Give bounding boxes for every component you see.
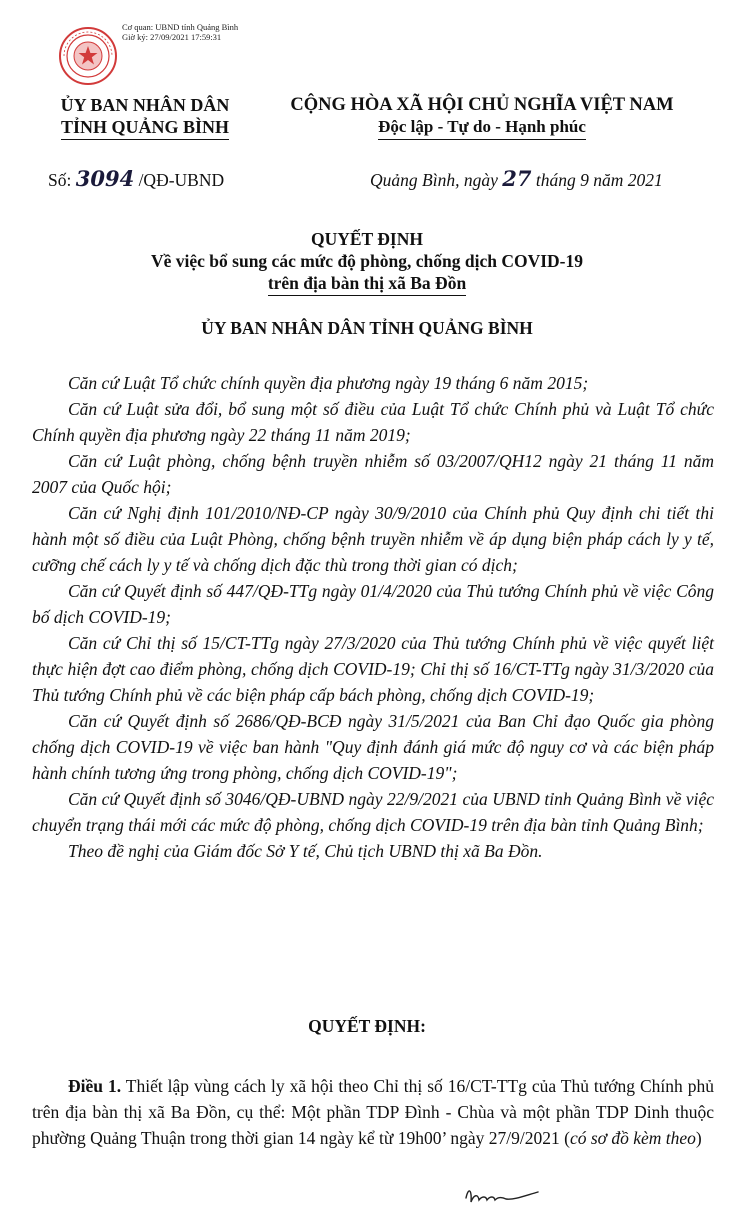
day-handwritten: 27 [502, 166, 532, 191]
digital-signature-info [122, 22, 238, 42]
preamble [32, 370, 714, 864]
official-seal-icon [58, 26, 118, 86]
issuer-line1: ỦY BAN NHÂN DÂN [60, 95, 230, 115]
document-number [48, 166, 224, 191]
article-1-text: Thiết lập vùng cách ly xã hội theo Chỉ thị số 16/CT-TTg của Thủ tướng Chính phủ trên địa bàn thị xã Ba Đồn, cụ thể: Một phần TDP Đình - Chùa và một phần TDP Dinh thuộc phường Quảng Thuận trong thời gian 14 ngày kể từ 19h00’ ngày 27/9/2021 ( [32, 1076, 715, 1148]
article-1-close: ) [695, 1128, 702, 1148]
preamble-item: Căn cứ Nghị định 101/2010/NĐ-CP ngày 30/9/2010 của Chính phủ Quy định chi tiết thi hành một số điều của Luật Phòng, chống bệnh truyền nhiễm về áp dụng biện pháp cách ly y tế, cưỡng chế cách ly y tế và chống dịch đặc thù trong thời gian có dịch; [32, 503, 714, 575]
preamble-item: Căn cứ Luật Tổ chức chính quyền địa phương ngày 19 tháng 6 năm 2015; [68, 373, 589, 393]
national-motto: Độc lập - Tự do - Hạnh phúc [378, 116, 586, 140]
preamble-item: Căn cứ Quyết định số 3046/QĐ-UBND ngày 22/9/2021 của UBND tỉnh Quảng Bình về việc chuyển trạng thái mới các mức độ phòng, chống dịch COVID-19 trên địa bàn tỉnh Quảng Bình; [32, 789, 714, 835]
signature-time: Giờ ký: 27/09/2021 17:59:31 [122, 32, 222, 42]
number-prefix: Số: [48, 170, 76, 190]
national-header [262, 94, 702, 140]
issuer-header [40, 94, 250, 140]
preamble-item: Căn cứ Quyết định số 2686/QĐ-BCĐ ngày 31/5/2021 của Ban Chỉ đạo Quốc gia phòng chống dịch COVID-19 về việc ban hành "Quy định đánh giá mức độ nguy cơ và các biện pháp hành chính tương ứng trong phòng, chống dịch COVID-19"; [32, 711, 714, 783]
number-handwritten: 3094 [75, 166, 135, 191]
preamble-item: Theo đề nghị của Giám đốc Sở Y tế, Chủ tịch UBND thị xã Ba Đồn. [68, 841, 543, 861]
place-date [370, 166, 663, 191]
article-1-note: có sơ đồ kèm theo [569, 1128, 696, 1148]
handwritten-initials-icon [462, 1184, 542, 1210]
article-1-label: Điều 1. [68, 1076, 122, 1096]
preamble-item: Căn cứ Luật phòng, chống bệnh truyền nhiễm số 03/2007/QH12 ngày 21 tháng 11 năm 2007 của Quốc hội; [32, 451, 714, 497]
issuer-line2: TỈNH QUẢNG BÌNH [61, 116, 229, 140]
preamble-item: Căn cứ Chỉ thị số 15/CT-TTg ngày 27/3/2020 của Thủ tướng Chính phủ về việc quyết liệt thực hiện đợt cao điểm phòng, chống dịch COVID-19; Chỉ thị số 16/CT-TTg ngày 31/3/2020 của Thủ tướng Chính phủ về các biện pháp cấp bách phòng, chống dịch COVID-19; [32, 633, 714, 705]
place-prefix: Quảng Bình, ngày [370, 170, 503, 190]
title-line1: QUYẾT ĐỊNH [311, 229, 423, 249]
title-line3: trên địa bàn thị xã Ba Đồn [268, 272, 466, 296]
signature-agency: Cơ quan: UBND tỉnh Quảng Bình [122, 22, 239, 32]
preamble-item: Căn cứ Quyết định số 447/QĐ-TTg ngày 01/4/2020 của Thủ tướng Chính phủ về việc Công bố dịch COVID-19; [32, 581, 714, 627]
national-title: CỘNG HÒA XÃ HỘI CHỦ NGHĨA VIỆT NAM [290, 95, 674, 115]
decision-heading: QUYẾT ĐỊNH: [308, 1016, 426, 1036]
preamble-item: Căn cứ Luật sửa đổi, bổ sung một số điều của Luật Tổ chức Chính phủ và Luật Tổ chức Chính quyền địa phương ngày 22 tháng 11 năm 2019; [32, 399, 714, 445]
place-suffix: tháng 9 năm 2021 [531, 170, 663, 190]
issuing-authority: ỦY BAN NHÂN DÂN TỈNH QUẢNG BÌNH [201, 318, 533, 338]
article-1 [32, 1073, 714, 1151]
title-line2: Về việc bổ sung các mức độ phòng, chống dịch COVID-19 [151, 251, 583, 271]
document-title [0, 228, 734, 296]
number-suffix: /QĐ-UBND [134, 170, 225, 190]
